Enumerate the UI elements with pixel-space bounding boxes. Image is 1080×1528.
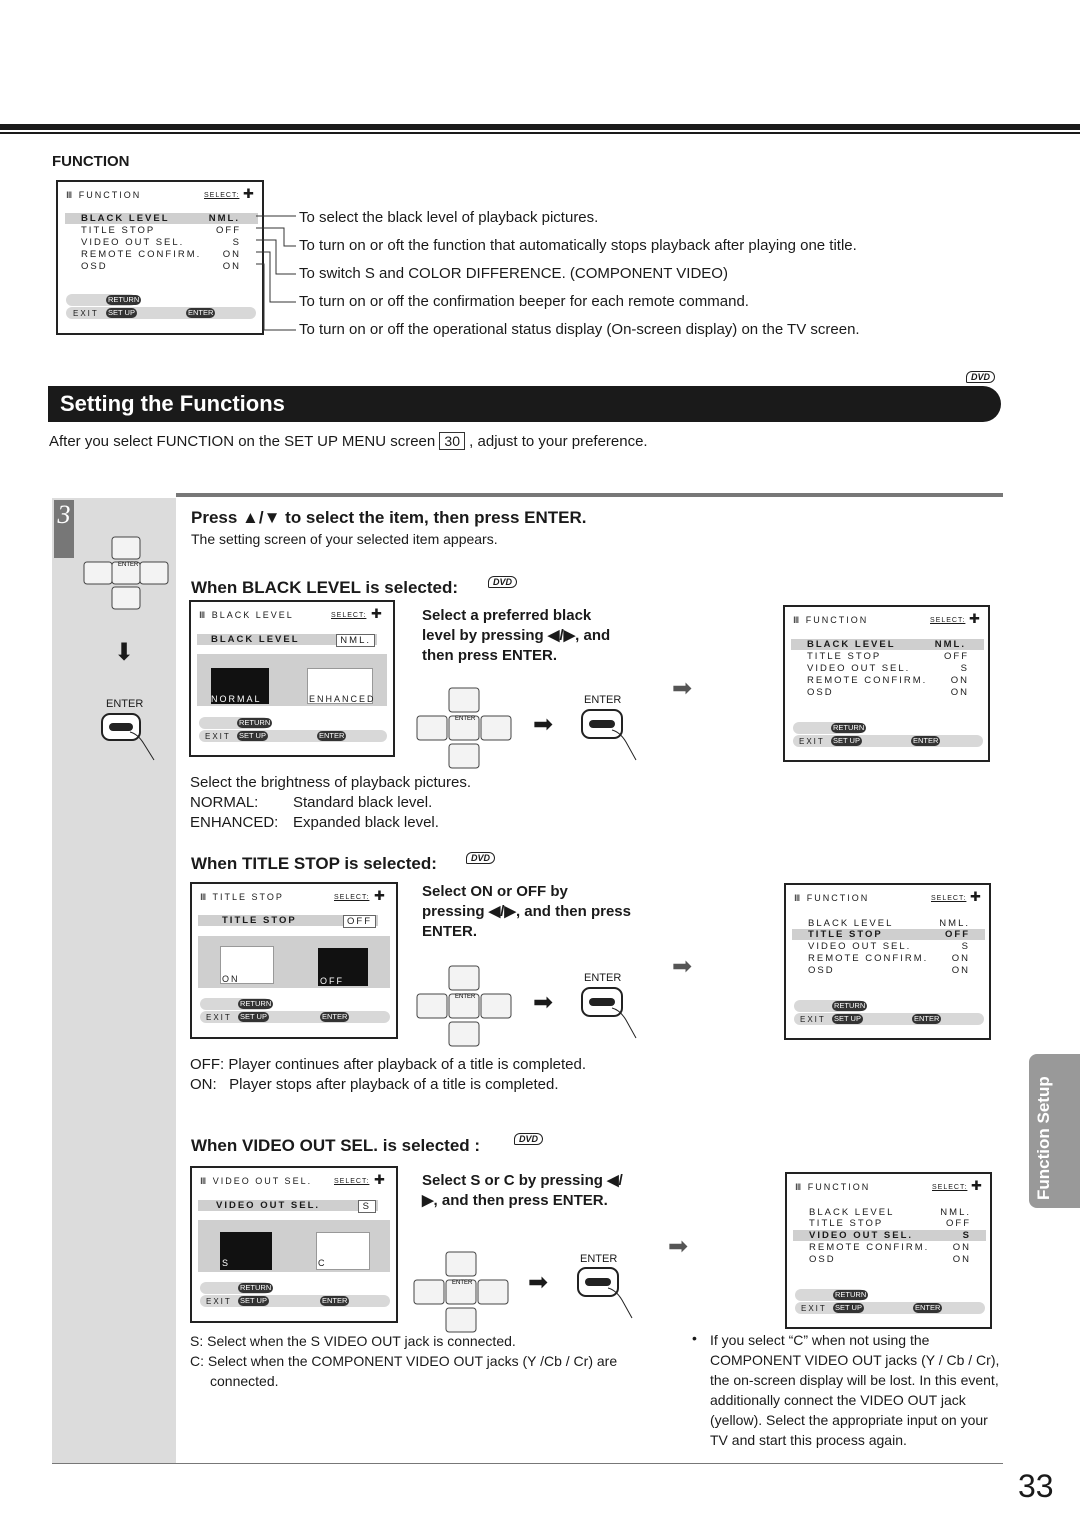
osd-row-osd: OSD ON xyxy=(808,965,970,976)
osd-row-osd: OSD ON xyxy=(81,261,241,272)
enter-key: ENTER xyxy=(913,736,939,745)
svg-text:ENTER: ENTER xyxy=(455,716,476,722)
osd-select-label: SELECT: xyxy=(931,895,967,902)
exit-label: EXIT xyxy=(205,732,231,741)
svg-text:ENTER: ENTER xyxy=(452,1280,473,1286)
title-stop-heading: When TITLE STOP is selected: xyxy=(191,854,437,873)
cross-keys-icon: ✚ xyxy=(374,888,385,903)
setup-key: SET UP xyxy=(834,1014,861,1023)
option-s-label: S xyxy=(222,1258,231,1268)
step-subtext: The setting screen of your selected item appears. xyxy=(191,531,498,547)
page-ref: 30 xyxy=(439,432,465,450)
connector-lines xyxy=(256,210,298,335)
exit-label: EXIT xyxy=(800,1015,826,1024)
osd-row-video-out: VIDEO OUT SEL. S xyxy=(807,663,969,674)
enter-label: ENTER xyxy=(584,694,622,706)
function-section-label: FUNCTION xyxy=(52,153,130,170)
title-stop-osd xyxy=(190,882,398,1039)
section-title: Setting the Functions xyxy=(60,391,285,416)
right-arrow-icon: ➡ xyxy=(528,1269,549,1296)
osd-select-label: SELECT: xyxy=(334,1178,370,1185)
video-out-osd xyxy=(190,1166,398,1323)
return-key: RETURN xyxy=(834,1001,866,1010)
black-level-def-normal: NORMAL: Standard black level. xyxy=(190,794,433,811)
option-off-label: OFF xyxy=(320,976,344,986)
function-osd-result-video-out xyxy=(785,1172,992,1329)
enter-button-hand-icon xyxy=(580,708,646,764)
svg-text:ENTER: ENTER xyxy=(118,562,139,568)
enter-button-hand-icon xyxy=(100,712,162,764)
osd-row-title-stop: TITLE STOP OFF xyxy=(81,225,241,236)
step-rule xyxy=(176,493,1003,497)
osd-title: Ⅲ VIDEO OUT SEL. xyxy=(200,1176,313,1186)
osd-title: Ⅲ FUNCTION xyxy=(795,1182,871,1192)
osd-row-remote-confirm: REMOTE CONFIRM. ON xyxy=(809,1242,971,1253)
black-level-note: Select the brightness of playback pictures. xyxy=(190,774,471,791)
dvd-icon: DVD xyxy=(514,1133,543,1145)
return-key: RETURN xyxy=(833,723,865,732)
return-key: RETURN xyxy=(239,718,271,727)
osd-selected-row: VIDEO OUT SEL. S xyxy=(198,1200,378,1211)
return-key: RETURN xyxy=(835,1290,867,1299)
function-osd-result-title-stop xyxy=(784,883,991,1040)
function-osd-result-black xyxy=(783,605,990,762)
osd-row-title-stop: TITLE STOP OFF xyxy=(809,1218,971,1229)
setup-key: SET UP xyxy=(835,1303,862,1312)
remote-cross-icon xyxy=(415,964,515,1052)
step-heading: Press ▲/▼ to select the item, then press ENTER. xyxy=(191,508,587,527)
return-key: RETURN xyxy=(240,999,272,1008)
option-normal-label: NORMAL xyxy=(211,694,262,704)
video-out-bullet-note: If you select “C” when not using the COMPONENT VIDEO OUT jacks (Y / Cb / Cr), the on-screen display will be lost. In this event, additionally connect the VIDEO OUT jack (yellow). Select the appropriate input on your TV and start this process again. xyxy=(710,1332,1000,1448)
cross-keys-icon: ✚ xyxy=(243,186,254,201)
enter-key: ENTER xyxy=(915,1303,941,1312)
black-level-def-enhanced: ENHANCED: Expanded black level. xyxy=(190,814,439,831)
right-arrow-icon: ➡ xyxy=(672,953,693,980)
svg-text:ENTER: ENTER xyxy=(455,994,476,1000)
osd-row-osd: OSD ON xyxy=(807,687,969,698)
osd-row-title-stop: TITLE STOP OFF xyxy=(807,651,969,662)
setup-key: SET UP xyxy=(240,1012,267,1021)
right-arrow-icon: ➡ xyxy=(668,1233,689,1260)
osd-row-black-level: BLACK LEVEL NML. xyxy=(791,639,984,650)
osd-select-label: SELECT: xyxy=(204,192,240,199)
osd-row-black-level: BLACK LEVEL NML. xyxy=(809,1207,971,1218)
option-on-label: ON xyxy=(222,974,240,984)
enter-label: ENTER xyxy=(106,698,144,710)
option-enhanced-label: ENHANCED xyxy=(309,694,376,704)
title-stop-note-off: OFF: Player continues after playback of a title is completed. xyxy=(190,1056,587,1073)
osd-row-title-stop: TITLE STOP OFF xyxy=(792,929,985,940)
osd-row-video-out: VIDEO OUT SEL. S xyxy=(793,1230,986,1241)
dvd-icon: DVD xyxy=(488,576,517,588)
setup-key: SET UP xyxy=(239,731,266,740)
enter-button-hand-icon xyxy=(576,1266,642,1322)
osd-selected-row: TITLE STOP OFF xyxy=(198,915,378,926)
top-rule-thin xyxy=(0,132,1080,134)
bullet-icon: • xyxy=(692,1330,697,1346)
dvd-icon: DVD xyxy=(466,852,495,864)
title-stop-instruction: Select ON or OFF by pressing ◀/▶, and then press ENTER. xyxy=(422,883,631,940)
side-tab-label: Function Setup xyxy=(1034,1076,1053,1200)
cross-keys-icon: ✚ xyxy=(971,1178,982,1193)
black-level-instruction: Select a preferred black level by pressing ◀/▶, and then press ENTER. xyxy=(422,607,611,664)
title-stop-note-on: ON: Player stops after playback of a title is completed. xyxy=(190,1076,559,1093)
cross-keys-icon: ✚ xyxy=(371,606,382,621)
enter-key: ENTER xyxy=(322,1296,348,1305)
setup-key: SET UP xyxy=(240,1296,267,1305)
step-number: 3 xyxy=(54,500,74,558)
osd-select-label: SELECT: xyxy=(334,894,370,901)
enter-key: ENTER xyxy=(914,1014,940,1023)
right-arrow-icon: ➡ xyxy=(672,675,693,702)
option-c-label: C xyxy=(318,1258,327,1268)
video-out-instruction: Select S or C by pressing ◀/▶, and then press ENTER. xyxy=(422,1172,623,1209)
black-level-osd xyxy=(189,600,395,757)
desc-remote-confirm: To turn on or off the confirmation beeper for each remote command. xyxy=(299,293,749,310)
enter-label: ENTER xyxy=(580,1253,618,1265)
desc-osd: To turn on or off the operational status display (On-screen display) on the TV screen. xyxy=(299,321,860,338)
exit-label: EXIT xyxy=(799,737,825,746)
desc-title-stop: To turn on or oft the function that automatically stops playback after playing one title. xyxy=(299,237,857,254)
desc-black-level: To select the black level of playback pictures. xyxy=(299,209,599,226)
osd-selected-row: BLACK LEVEL NML. xyxy=(197,634,377,645)
osd-row-black-level: BLACK LEVEL NML. xyxy=(65,213,258,224)
exit-label: EXIT xyxy=(73,309,99,318)
osd-select-label: SELECT: xyxy=(331,612,367,619)
osd-title: Ⅲ FUNCTION xyxy=(794,893,870,903)
osd-row-video-out: VIDEO OUT SEL. S xyxy=(808,941,970,952)
enter-label: ENTER xyxy=(584,972,622,984)
exit-label: EXIT xyxy=(206,1297,232,1306)
osd-row-video-out: VIDEO OUT SEL. S xyxy=(81,237,241,248)
page-number: 33 xyxy=(1018,1468,1054,1504)
osd-title: Ⅲ FUNCTION xyxy=(793,615,869,625)
right-arrow-icon: ➡ xyxy=(533,989,554,1016)
exit-label: EXIT xyxy=(206,1013,232,1022)
osd-title: Ⅲ BLACK LEVEL xyxy=(199,610,294,620)
remote-cross-icon xyxy=(82,535,172,615)
osd-select-label: SELECT: xyxy=(932,1184,968,1191)
video-out-note-s: S: Select when the S VIDEO OUT jack is connected. xyxy=(190,1333,516,1349)
bottom-rule xyxy=(52,1463,1003,1464)
desc-video-out: To switch S and COLOR DIFFERENCE. (COMPONENT VIDEO) xyxy=(299,265,728,282)
osd-row-remote-confirm: REMOTE CONFIRM. ON xyxy=(808,953,970,964)
return-key: RETURN xyxy=(240,1283,272,1292)
cross-keys-icon: ✚ xyxy=(969,611,980,626)
exit-label: EXIT xyxy=(801,1304,827,1313)
black-level-heading: When BLACK LEVEL is selected: xyxy=(191,578,459,597)
down-arrow-icon: ⬇ xyxy=(114,639,135,666)
video-out-heading: When VIDEO OUT SEL. is selected : xyxy=(191,1136,481,1155)
function-osd-screen xyxy=(56,180,264,335)
video-out-note-c: C: Select when the COMPONENT VIDEO OUT jacks (Y /Cb / Cr) are connected. xyxy=(190,1353,618,1389)
enter-key: ENTER xyxy=(322,1012,348,1021)
remote-cross-icon xyxy=(415,686,515,774)
setup-key: SET UP xyxy=(108,308,135,317)
osd-row-osd: OSD ON xyxy=(809,1254,971,1265)
return-key: RETURN xyxy=(108,295,140,304)
osd-title: Ⅲ TITLE STOP xyxy=(200,892,284,902)
setup-key: SET UP xyxy=(833,736,860,745)
enter-button-hand-icon xyxy=(580,986,646,1042)
osd-select-label: SELECT: xyxy=(930,617,966,624)
intro-text: After you select FUNCTION on the SET UP MENU screen 30 , adjust to your preference. xyxy=(49,433,648,450)
dvd-icon: DVD xyxy=(966,371,995,383)
remote-cross-icon xyxy=(412,1250,512,1338)
top-rule xyxy=(0,124,1080,130)
enter-key: ENTER xyxy=(188,308,214,317)
cross-keys-icon: ✚ xyxy=(374,1172,385,1187)
osd-row-remote-confirm: REMOTE CONFIRM. ON xyxy=(81,249,241,260)
osd-row-remote-confirm: REMOTE CONFIRM. ON xyxy=(807,675,969,686)
cross-keys-icon: ✚ xyxy=(970,889,981,904)
osd-title: Ⅲ FUNCTION xyxy=(66,190,142,200)
osd-row-black-level: BLACK LEVEL NML. xyxy=(808,918,970,929)
enter-key: ENTER xyxy=(319,731,345,740)
right-arrow-icon: ➡ xyxy=(533,711,554,738)
